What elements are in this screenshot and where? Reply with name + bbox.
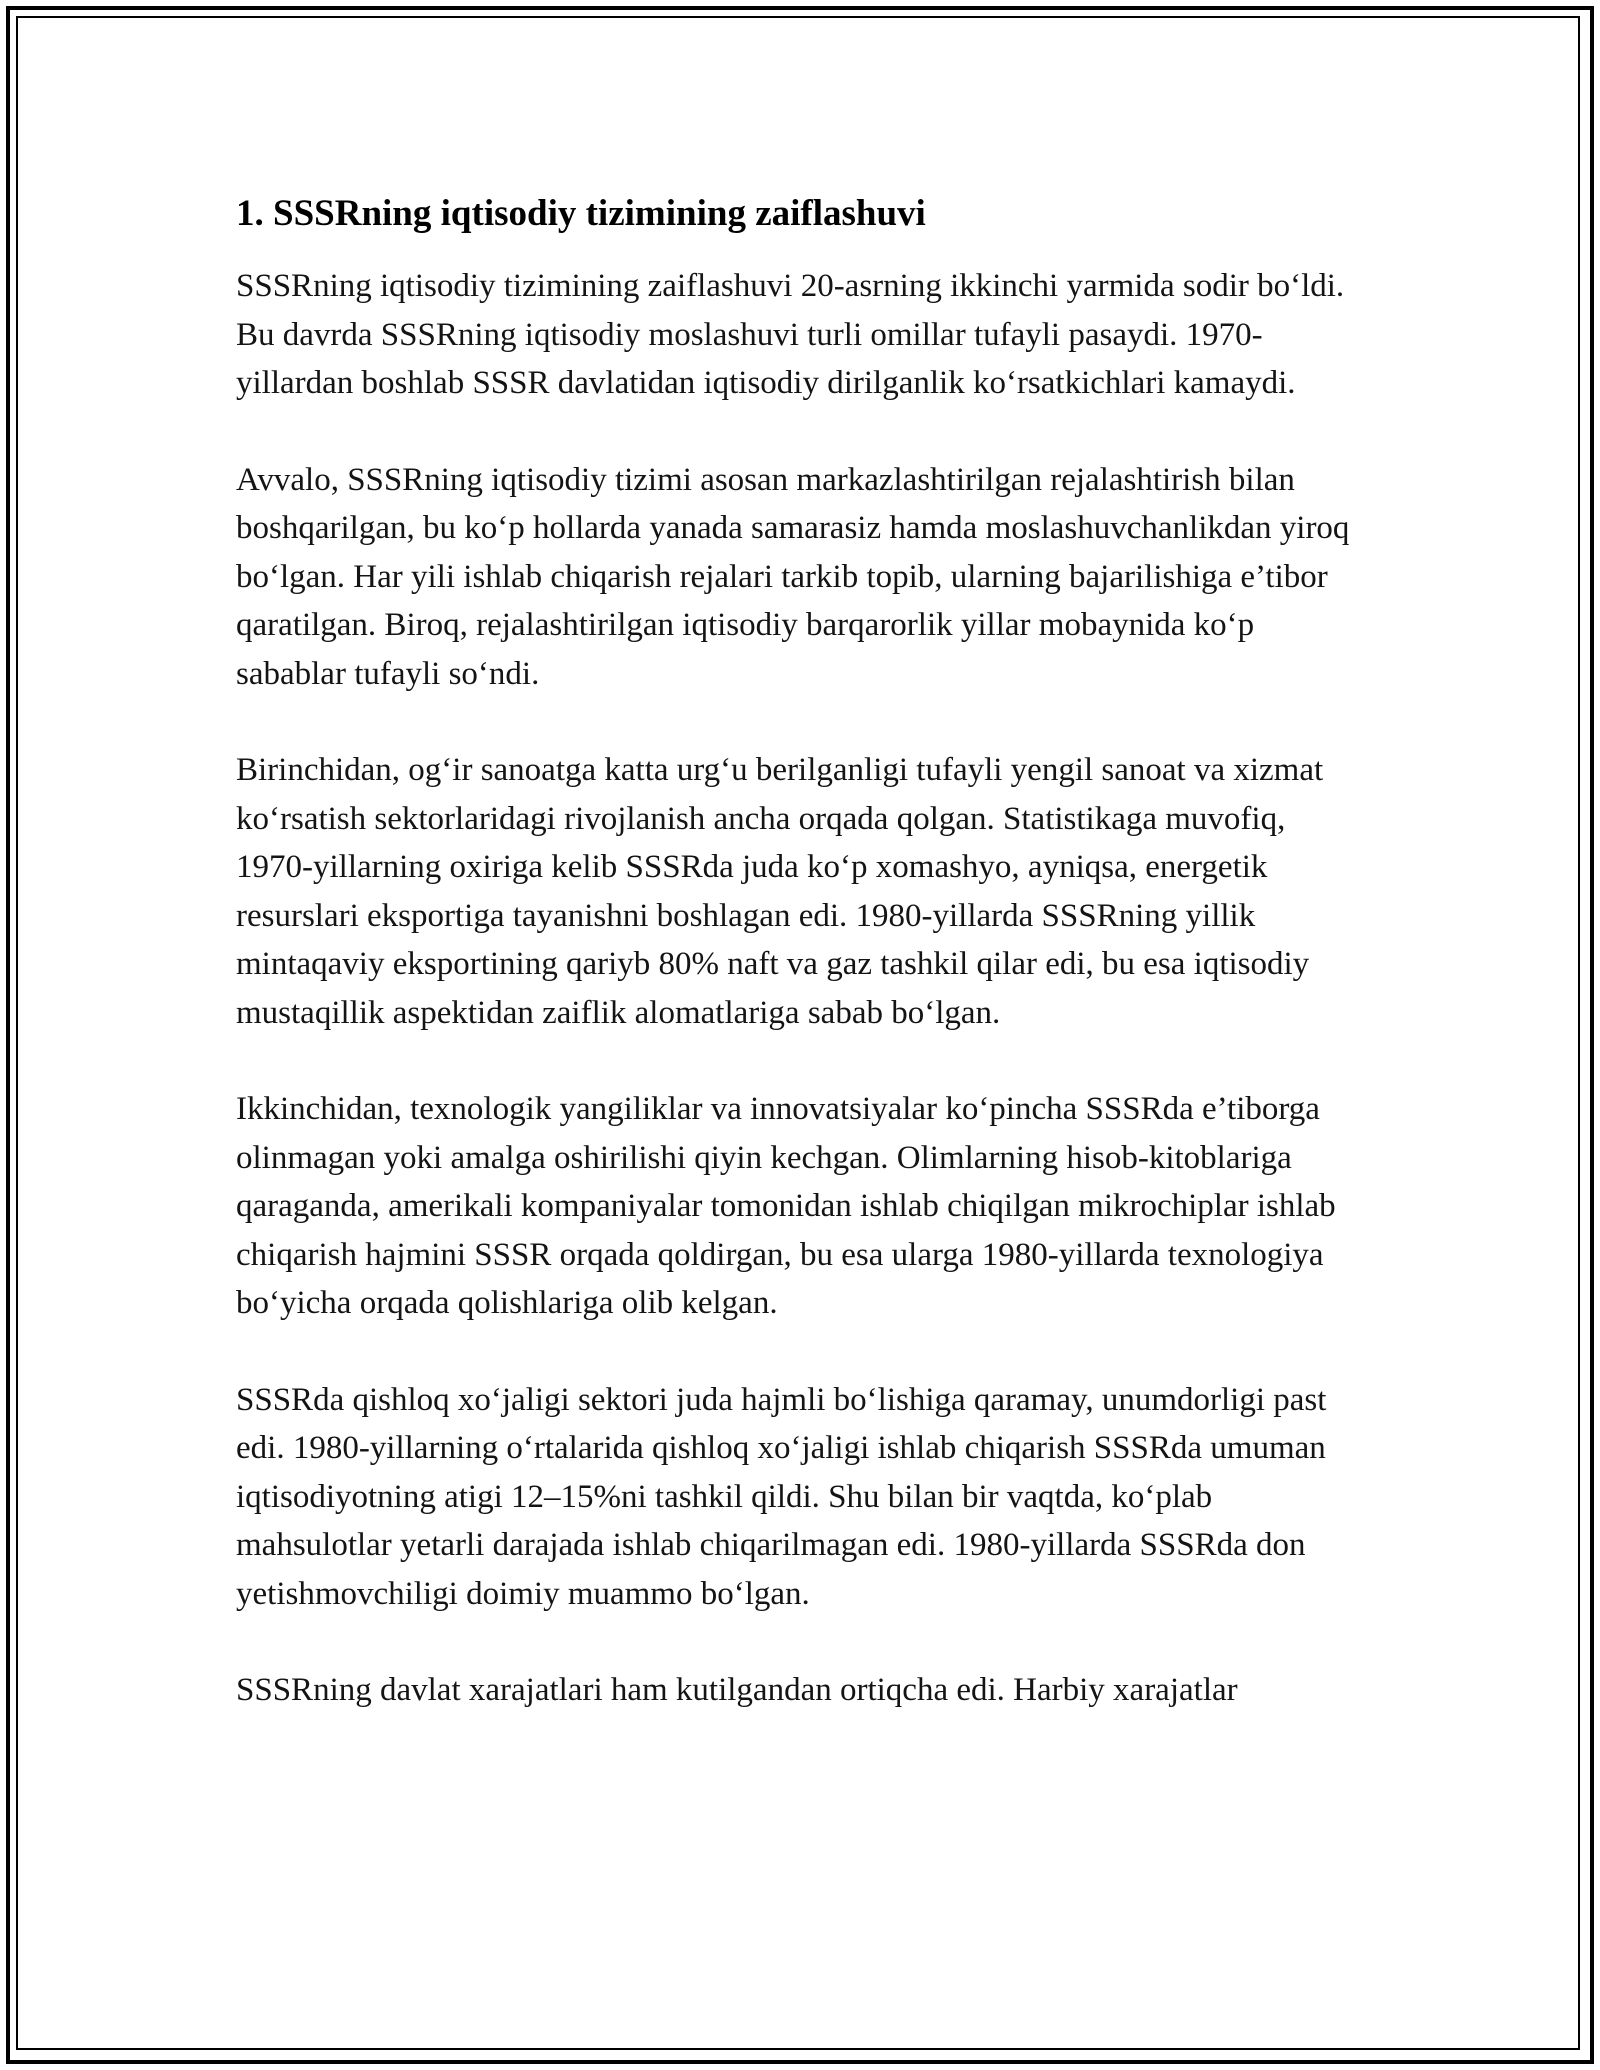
paragraph-heavy-industry: Birinchidan, og‘ir sanoatga katta urg‘u berilganligi tufayli yengil sanoat va xizmat ko‘rsatish sektorlaridagi rivojlanish ancha orqada qolgan. Statistikaga muvofiq, 1970-yillarning oxiriga kelib SSSRda juda ko‘p xomashyo, ayniqsa, energetik resurslari eksportiga tayanishni boshlagan edi. 1980-yillarda SSSRning yillik mintaqaviy eksportining qariyb 80% naft va gaz tashkil qilar edi, bu esa iqtisodiy mustaqillik aspektidan zaiflik alomatlariga sabab bo‘lgan. xyxy=(236,752,1324,1031)
document-body xyxy=(236,188,1366,1715)
paragraph-intro: SSSRning iqtisodiy tizimining zaiflashuvi 20-asrning ikkinchi yarmida sodir bo‘ldi. Bu davrda SSSRning iqtisodiy moslashuvi turli omillar tufayli pasaydi. 1970-yillardan boshlab SSSR davlatidan iqtisodiy dirilganlik ko‘rsatkichlari kamaydi. xyxy=(236,268,1345,401)
paragraph-agriculture: SSSRda qishloq xo‘jaligi sektori juda hajmli bo‘lishiga qaramay, unumdorligi past edi. 1980-yillarning o‘rtalarida qishloq xo‘jaligi ishlab chiqarish SSSRda umuman iqtisodiyotning atigi 12–15%ni tashkil qildi. Shu bilan bir vaqtda, ko‘plab mahsulotlar yetarli darajada ishlab chiqarilmagan edi. 1980-yillarda SSSRda don yetishmovchiligi doimiy muammo bo‘lgan. xyxy=(236,1381,1327,1612)
section-heading: 1. SSSRning iqtisodiy tizimining zaiflashuvi xyxy=(236,193,926,234)
paragraph-technology: Ikkinchidan, texnologik yangiliklar va innovatsiyalar ko‘pincha SSSRda e’tiborga olinmagan yoki amalga oshirilishi qiyin kechgan. Olimlarning hisob-kitoblariga qaraganda, amerikali kompaniyalar tomonidan ishlab chiqilgan mikrochiplar ishlab chiqarish hajmini SSSR orqada qoldirgan, bu esa ularga 1980-yillarda texnologiya bo‘yicha orqada qolishlariga olib kelgan. xyxy=(236,1091,1336,1321)
paragraph-state-expenses: SSSRning davlat xarajatlari ham kutilgandan ortiqcha edi. Harbiy xarajatlar xyxy=(236,1672,1238,1708)
paragraph-central-planning: Avvalo, SSSRning iqtisodiy tizimi asosan markazlashtirilgan rejalashtirish bilan boshqarilgan, bu ko‘p hollarda yanada samarasiz hamda moslashuvchanlikdan yiroq bo‘lgan. Har yili ishlab chiqarish rejalari tarkib topib, ularning bajarilishiga e’tibor qaratilgan. Biroq, rejalashtirilgan iqtisodiy barqarorlik yillar mobaynida ko‘p sabablar tufayli so‘ndi. xyxy=(236,461,1350,692)
